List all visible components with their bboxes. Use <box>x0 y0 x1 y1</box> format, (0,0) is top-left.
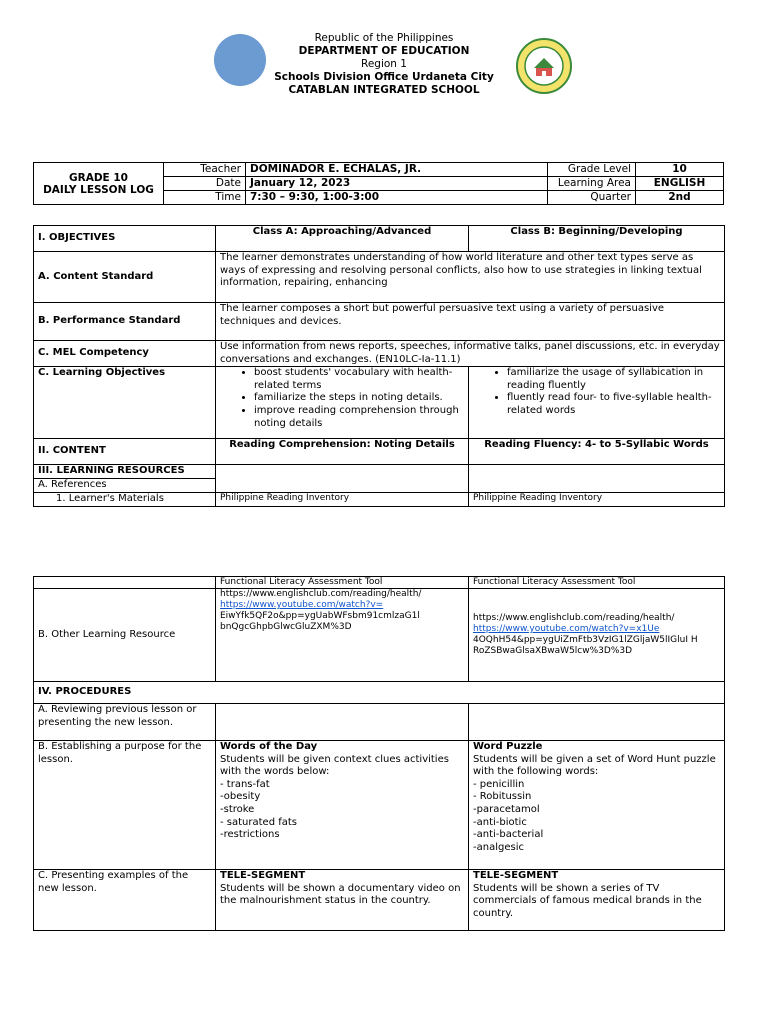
log-title-line1: GRADE 10 <box>69 171 128 184</box>
school-name: CATABLAN INTEGRATED SCHOOL <box>288 84 480 96</box>
log-title-cell <box>34 163 164 205</box>
puzzle-cell <box>469 741 725 870</box>
fla-b: Functional Literacy Assessment Tool <box>469 577 725 589</box>
fla-a: Functional Literacy Assessment Tool <box>216 577 469 589</box>
objectives-b-list <box>473 367 720 417</box>
school-seal <box>516 38 572 94</box>
learning-objectives-label: C. Learning Objectives <box>34 367 216 439</box>
objective-a-item: • boost students' vocabulary with health-related terms <box>254 367 464 392</box>
other-resource-label: B. Other Learning Resource <box>34 589 216 682</box>
puzzle-item: -anti-bacterial <box>473 829 544 841</box>
lm-b: Philippine Reading Inventory <box>469 493 725 507</box>
resources-label: III. LEARNING RESOURCES <box>34 465 216 479</box>
content-standard-label: A. Content Standard <box>34 252 216 303</box>
grade-level-value: 10 <box>636 163 724 177</box>
class-b-header: Class B: Beginning/Developing <box>469 226 725 252</box>
objectives-a-list <box>220 367 464 430</box>
log-title-line2: DAILY LESSON LOG <box>43 183 154 196</box>
tele-b-text: Students will be shown a series of TV commercials of famous medical brands in the country. <box>473 882 702 919</box>
performance-standard-label: B. Performance Standard <box>34 303 216 341</box>
performance-standard-text: The learner composes a short but powerful persuasive text using a variety of persuasive techniques and devices. <box>216 303 725 341</box>
resource-a-link[interactable]: https://www.youtube.com/watch?v= <box>220 600 384 610</box>
word-item: - saturated fats <box>220 816 298 828</box>
division-text: Schools Division Office Urdaneta City <box>274 71 494 83</box>
puzzle-item: -anti-biotic <box>473 816 527 828</box>
tele-b-title: TELE-SEGMENT <box>473 870 559 881</box>
info-table <box>33 162 724 205</box>
puzzle-item: - Robitussin <box>473 791 532 803</box>
proc-a-label: A. Reviewing previous lesson or presenting the new lesson. <box>34 704 216 741</box>
letterhead <box>234 32 534 97</box>
grade-level-label: Grade Level <box>548 163 636 177</box>
objective-a-item: • improve reading comprehension through noting details <box>254 405 464 430</box>
content-standard-text: The learner demonstrates understanding of how world literature and other text types serve as ways of expressing and resolving personal conflicts, also how to use strategies in linking textual information, repairing, enhancing <box>216 252 725 303</box>
teacher-value: DOMINADOR E. ECHALAS, JR. <box>246 163 548 177</box>
learning-area-value: ENGLISH <box>636 177 724 191</box>
date-value: January 12, 2023 <box>246 177 548 191</box>
content-b: Reading Fluency: 4- to 5-Syllabic Words <box>469 439 725 465</box>
objective-b-item: • familiarize the usage of syllabication in reading fluently <box>507 367 720 392</box>
resource-b-link[interactable]: https://www.youtube.com/watch?v=x1Ue <box>473 624 660 634</box>
word-item: -stroke <box>220 803 255 815</box>
teacher-label: Teacher <box>164 163 246 177</box>
word-item: -restrictions <box>220 829 280 841</box>
date-label: Date <box>164 177 246 191</box>
class-a-header: Class A: Approaching/Advanced <box>216 226 469 252</box>
words-title: Words of the Day <box>220 741 318 752</box>
proc-b-label: B. Establishing a purpose for the lesson. <box>34 741 216 870</box>
objective-a-item: • familiarize the steps in noting details. <box>254 392 464 405</box>
puzzle-item: -paracetamol <box>473 803 540 815</box>
resource-b-cell <box>469 589 725 682</box>
puzzle-intro: Students will be given a set of Word Hunt puzzle with the following words: <box>473 753 716 778</box>
tele-a-text: Students will be shown a documentary video on the malnourishment status in the country. <box>220 882 461 907</box>
objectives-a-cell <box>216 367 469 439</box>
content-label: II. CONTENT <box>34 439 216 465</box>
proc-a-empty-b <box>469 704 725 741</box>
region-text: Region 1 <box>361 58 407 70</box>
word-item: -obesity <box>220 791 261 803</box>
words-cell <box>216 741 469 870</box>
proc-a-empty-a <box>216 704 469 741</box>
procedures-label: IV. PROCEDURES <box>34 682 725 704</box>
objectives-table <box>33 225 725 507</box>
resource-a-cell <box>216 589 469 682</box>
words-intro: Students will be given context clues activities with the words below: <box>220 753 449 778</box>
references-label: A. References <box>34 479 216 493</box>
mel-text: Use information from news reports, speeches, informative talks, panel discussions, etc. in everyday conversations and exchanges. (EN10LC-Ia-11.1) <box>216 341 725 367</box>
lm-a: Philippine Reading Inventory <box>216 493 469 507</box>
resource-a-rest: EiwYfk5QF2o&pp=ygUabWFsbm91cmlzaG1l bnQgcGhpbGlwcGluZXM%3D <box>220 611 420 632</box>
resource-b-url: https://www.englishclub.com/reading/health/ <box>473 613 675 623</box>
republic-text: Republic of the Philippines <box>314 32 454 44</box>
objectives-b-cell <box>469 367 725 439</box>
proc-c-label: C. Presenting examples of the new lesson. <box>34 870 216 931</box>
time-value: 7:30 – 9:30, 1:00-3:00 <box>246 191 548 205</box>
objectives-label: I. OBJECTIVES <box>34 226 216 252</box>
department-text: DEPARTMENT OF EDUCATION <box>298 45 470 57</box>
puzzle-item: -analgesic <box>473 841 524 853</box>
learners-materials-label: 1. Learner's Materials <box>34 493 216 507</box>
time-label: Time <box>164 191 246 205</box>
resources-b-empty <box>469 465 725 493</box>
puzzle-title: Word Puzzle <box>473 741 543 752</box>
resource-a-url: https://www.englishclub.com/reading/health/ <box>220 589 422 599</box>
resource-b-rest: 4OQhH54&pp=ygUiZmFtb3VzIG1lZGljaW5lIGluI H RoZSBwaGlsaXBwaW5lcw%3D%3D <box>473 635 698 656</box>
puzzle-item: - penicillin <box>473 778 525 790</box>
tele-b-cell <box>469 870 725 931</box>
procedures-table <box>33 576 725 931</box>
resources-a-empty <box>216 465 469 493</box>
word-item: - trans-fat <box>220 778 270 790</box>
tele-a-cell <box>216 870 469 931</box>
quarter-label: Quarter <box>548 191 636 205</box>
objective-b-item: • fluently read four- to five-syllable health-related words <box>507 392 720 417</box>
tele-a-title: TELE-SEGMENT <box>220 870 306 881</box>
quarter-value: 2nd <box>636 191 724 205</box>
learning-area-label: Learning Area <box>548 177 636 191</box>
fla-empty <box>34 577 216 589</box>
mel-label: C. MEL Competency <box>34 341 216 367</box>
content-a: Reading Comprehension: Noting Details <box>216 439 469 465</box>
